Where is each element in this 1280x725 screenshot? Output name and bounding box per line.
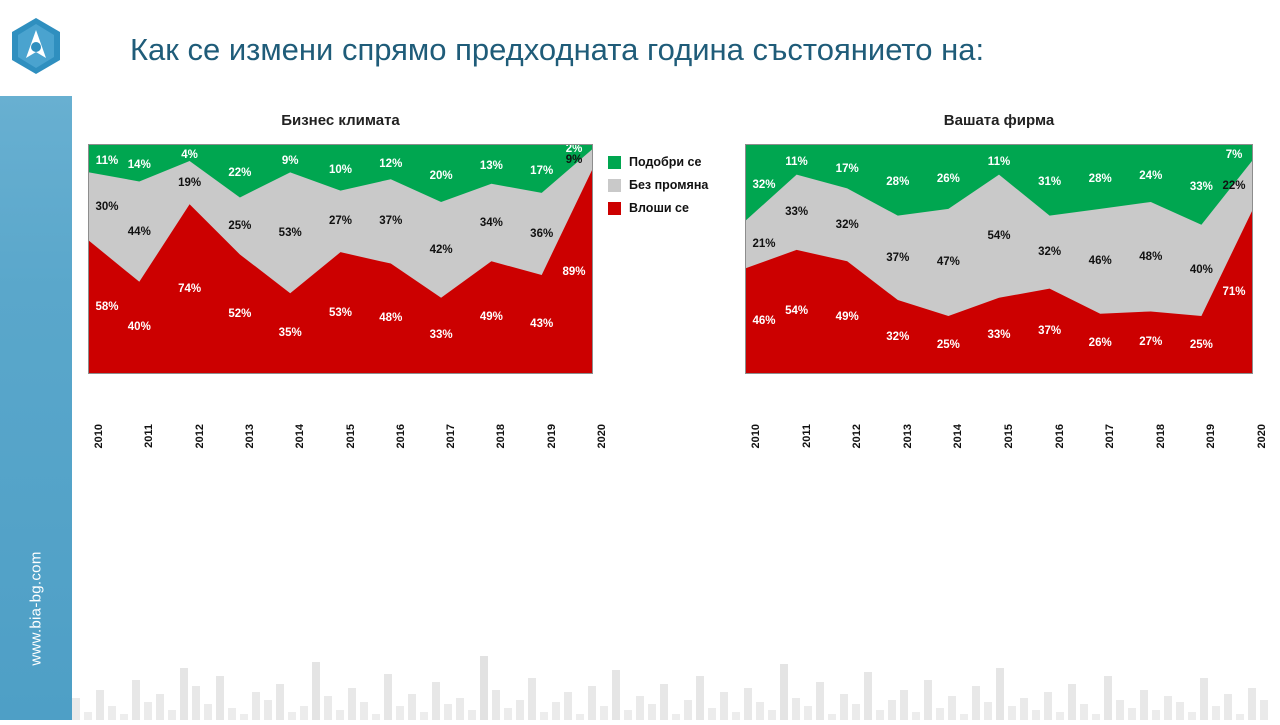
legend-label: Влоши се — [629, 201, 689, 215]
data-label-improved: 26% — [936, 172, 960, 185]
data-label-nochange: 40% — [1189, 264, 1213, 277]
data-label-worsened: 40% — [127, 321, 151, 334]
data-label-worsened: 54% — [785, 305, 809, 318]
data-label-improved: 17% — [835, 162, 859, 175]
data-label-nochange: 9% — [565, 153, 583, 166]
data-label-nochange: 53% — [278, 226, 302, 239]
legend-item-improved — [608, 155, 708, 169]
data-label-worsened: 43% — [530, 317, 554, 330]
x-tick-label: 2010 — [750, 424, 762, 449]
legend — [608, 155, 708, 224]
data-label-nochange: 25% — [228, 219, 252, 232]
data-label-nochange: 46% — [1088, 255, 1112, 268]
data-label-nochange: 27% — [328, 215, 353, 228]
data-label-improved: 33% — [1189, 180, 1213, 193]
bia-logo-icon — [8, 14, 64, 82]
data-label-improved: 17% — [530, 164, 554, 177]
data-label-worsened: 37% — [1038, 324, 1062, 337]
data-label-improved: 4% — [181, 148, 198, 161]
x-tick-label: 2018 — [495, 424, 508, 449]
chart-business-climate — [88, 112, 608, 449]
data-label-nochange: 30% — [95, 200, 119, 213]
data-label-improved: 11% — [785, 155, 808, 168]
data-label-improved: 28% — [1088, 172, 1112, 185]
data-label-nochange: 42% — [429, 243, 453, 256]
legend-item-worsened — [608, 201, 708, 215]
brand-sidebar — [0, 0, 72, 720]
data-label-nochange: 32% — [835, 218, 859, 231]
legend-label: Без промяна — [629, 178, 709, 192]
x-tick-label: 2013 — [243, 424, 256, 449]
data-label-improved: 32% — [752, 178, 776, 191]
chart-your-company — [745, 112, 1268, 449]
x-tick-label: 2016 — [394, 424, 407, 449]
data-label-worsened: 74% — [178, 282, 202, 295]
x-tick-label: 2015 — [344, 424, 357, 449]
data-label-nochange: 37% — [886, 251, 910, 264]
x-tick-label: 2016 — [1053, 424, 1066, 449]
data-label-improved: 11% — [95, 154, 119, 167]
area-plot-2 — [745, 144, 1253, 374]
decorative-bars — [72, 590, 1280, 720]
x-tick-label: 2013 — [901, 424, 914, 449]
x-tick-label: 2010 — [93, 424, 105, 449]
x-tick-label: 2020 — [1256, 424, 1268, 449]
data-label-nochange: 21% — [752, 238, 776, 251]
data-label-worsened: 49% — [835, 311, 859, 324]
data-label-improved: 10% — [328, 163, 353, 176]
x-tick-label: 2015 — [1003, 424, 1015, 449]
data-label-improved: 14% — [127, 159, 151, 172]
data-label-nochange: 22% — [1222, 180, 1246, 193]
data-label-nochange: 37% — [379, 215, 403, 228]
x-tick-label: 2011 — [800, 424, 813, 448]
chart-title-1: Бизнес климата — [281, 112, 400, 129]
x-tick-label: 2011 — [143, 424, 156, 448]
x-axis-1 — [88, 374, 608, 449]
x-tick-label: 2012 — [193, 424, 206, 449]
legend-swatch-icon — [608, 202, 621, 215]
data-label-improved: 13% — [479, 160, 503, 173]
data-label-improved: 22% — [228, 167, 252, 180]
x-tick-label: 2012 — [851, 424, 864, 449]
data-label-worsened: 33% — [429, 329, 453, 342]
data-label-improved: 24% — [1139, 169, 1163, 182]
data-label-nochange: 36% — [530, 227, 554, 240]
x-tick-label: 2019 — [1205, 424, 1218, 449]
data-label-improved: 20% — [429, 169, 453, 182]
data-label-worsened: 35% — [278, 327, 302, 340]
legend-swatch-icon — [608, 156, 621, 169]
data-label-improved: 9% — [281, 154, 299, 167]
data-label-nochange: 19% — [178, 176, 202, 189]
data-label-worsened: 46% — [752, 314, 776, 327]
legend-label: Подобри се — [629, 155, 702, 169]
data-label-improved: 28% — [886, 176, 910, 189]
data-label-worsened: 53% — [328, 306, 353, 319]
data-label-worsened: 32% — [886, 330, 910, 343]
data-label-improved: 12% — [379, 158, 403, 171]
x-tick-label: 2014 — [952, 424, 965, 449]
data-label-worsened: 89% — [562, 265, 586, 278]
data-label-nochange: 47% — [936, 256, 960, 269]
page-title: Как се измени спрямо предходната година състоянието на: — [130, 32, 985, 67]
x-tick-label: 2017 — [1104, 424, 1117, 449]
logo — [0, 0, 72, 96]
legend-item-nochange — [608, 178, 708, 192]
data-label-nochange: 48% — [1139, 250, 1163, 263]
data-label-worsened: 58% — [95, 300, 119, 313]
data-label-improved: 31% — [1038, 176, 1062, 189]
legend-swatch-icon — [608, 179, 621, 192]
x-tick-label: 2018 — [1154, 424, 1167, 449]
site-url: www.bia-bg.com — [27, 551, 45, 666]
x-tick-label: 2019 — [545, 424, 558, 449]
data-label-worsened: 52% — [228, 307, 252, 320]
data-label-improved: 2% — [565, 144, 583, 156]
data-label-nochange: 44% — [127, 225, 151, 238]
area-plot-1 — [88, 144, 593, 374]
data-label-nochange: 54% — [987, 230, 1011, 243]
data-label-worsened: 33% — [987, 329, 1011, 342]
data-label-improved: 11% — [987, 155, 1011, 168]
data-label-worsened: 27% — [1139, 336, 1163, 349]
data-label-nochange: 34% — [479, 216, 503, 229]
data-label-improved: 7% — [1225, 148, 1243, 161]
data-label-worsened: 49% — [479, 311, 503, 324]
data-label-nochange: 32% — [1038, 246, 1062, 259]
data-label-nochange: 33% — [785, 206, 809, 219]
data-label-worsened: 25% — [936, 338, 960, 351]
x-tick-label: 2020 — [596, 424, 608, 449]
x-tick-label: 2014 — [294, 424, 307, 449]
chart-title-2: Вашата фирма — [943, 112, 1055, 129]
x-axis-2 — [745, 374, 1268, 449]
data-label-worsened: 71% — [1222, 286, 1246, 299]
data-label-worsened: 26% — [1088, 337, 1112, 350]
data-label-worsened: 48% — [379, 312, 403, 325]
data-label-worsened: 25% — [1189, 338, 1213, 351]
x-tick-label: 2017 — [445, 424, 458, 449]
